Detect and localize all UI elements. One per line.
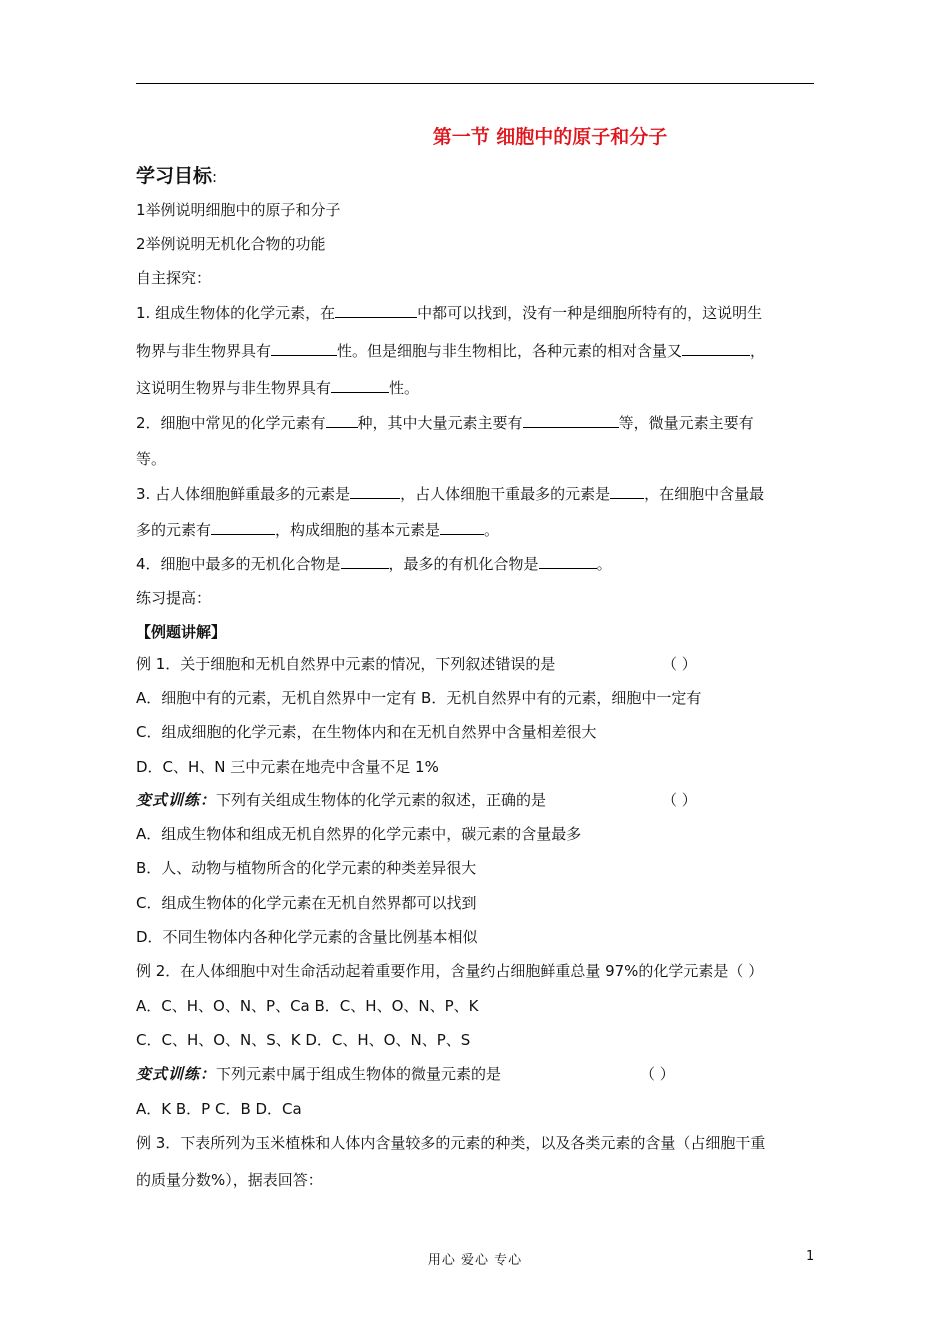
objectives-heading-text: 学习目标	[136, 165, 213, 187]
variant-1-option-d: D．不同生物体内各种化学元素的含量比例基本相似	[136, 928, 478, 946]
question-3-line-2: 多的元素有 ，构成细胞的基本元素是 。	[136, 521, 500, 539]
answer-blank[interactable]	[523, 412, 619, 428]
footer-motto: 用心 爱心 专心	[427, 1253, 523, 1268]
page-number: 1	[806, 1249, 815, 1264]
question-1-line-2: 物界与非生物界具有 性。但是细胞与非生物相比，各种元素的相对含量又 ，	[136, 342, 766, 360]
question-2-line-1: 2．细胞中常见的化学元素有 种，其中大量元素主要有 等，微量元素主要有	[136, 414, 754, 432]
variant-2-options: A．K B．P C．B D．Ca	[136, 1100, 302, 1118]
variant-1-option-c: C．组成生物体的化学元素在无机自然界都可以找到	[136, 894, 477, 912]
variant-1-stem: 变式训练：下列有关组成生物体的化学元素的叙述，正确的是	[136, 791, 547, 809]
answer-paren[interactable]: （ ）	[662, 791, 697, 809]
answer-blank[interactable]	[610, 483, 644, 499]
page-title: 第一节 细胞中的原子和分子	[432, 126, 668, 148]
self-study-label: 自主探究：	[136, 269, 212, 287]
question-3-line-1: 3. 占人体细胞鲜重最多的元素是 ，占人体细胞干重最多的元素是 ，在细胞中含量最	[136, 485, 765, 503]
answer-blank[interactable]	[440, 519, 484, 535]
objective-item-1: 1举例说明细胞中的原子和分子	[136, 201, 341, 219]
variant-1-option-b: B．人、动物与植物所含的化学元素的种类差异很大	[136, 859, 477, 877]
variant-label: 变式训练：	[136, 791, 217, 809]
answer-paren[interactable]: （ ）	[662, 655, 697, 673]
example-1-option-c: C．组成细胞的化学元素，在生物体内和在无机自然界中含量相差很大	[136, 723, 597, 741]
objective-item-2: 2举例说明无机化合物的功能	[136, 235, 326, 253]
example-1-option-ab: A．细胞中有的元素，无机自然界中一定有 B．无机自然界中有的元素，细胞中一定有	[136, 689, 702, 707]
section-heading-examples: 【例题讲解】	[136, 623, 227, 641]
question-1-line-1: 1. 组成生物体的化学元素，在 中都可以找到，没有一种是细胞所特有的，这说明生	[136, 304, 763, 322]
answer-paren[interactable]: （ ）	[640, 1065, 675, 1083]
question-2-line-2: 等。	[136, 450, 167, 468]
question-1-line-3: 这说明生物界与非生物界具有 性。	[136, 379, 420, 397]
answer-blank[interactable]	[682, 340, 750, 356]
header-rule	[136, 83, 814, 84]
example-2-stem: 例 2．在人体细胞中对生命活动起着重要作用，含量约占细胞鲜重总量 97%的化学元素是（ ）	[136, 962, 764, 980]
variant-2-stem: 变式训练：下列元素中属于组成生物体的微量元素的是	[136, 1065, 502, 1083]
example-3-line-1: 例 3．下表所列为玉米植株和人体内含量较多的元素的种类，以及各类元素的含量（占细胞干重	[136, 1134, 766, 1152]
objectives-heading	[136, 161, 217, 188]
answer-blank[interactable]	[331, 377, 389, 393]
example-2-option-ab: A．C、H、O、N、P、Ca B．C、H、O、N、P、K	[136, 997, 479, 1015]
objectives-colon: :	[212, 168, 218, 186]
variant-1-option-a: A．组成生物体和组成无机自然界的化学元素中，碳元素的含量最多	[136, 825, 582, 843]
answer-blank[interactable]	[341, 553, 389, 569]
answer-blank[interactable]	[211, 519, 275, 535]
answer-blank[interactable]	[335, 302, 417, 318]
example-1-stem: 例 1．关于细胞和无机自然界中元素的情况，下列叙述错误的是	[136, 655, 556, 673]
answer-blank[interactable]	[350, 483, 400, 499]
answer-blank[interactable]	[271, 340, 337, 356]
variant-label: 变式训练：	[136, 1065, 217, 1083]
question-4-line: 4．细胞中最多的无机化合物是 ，最多的有机化合物是 。	[136, 555, 612, 573]
example-2-option-cd: C．C、H、O、N、S、K D．C、H、O、N、P、S	[136, 1031, 471, 1049]
example-3-line-2: 的质量分数%），据表回答：	[136, 1171, 323, 1189]
example-1-option-d: D．C、H、N 三中元素在地壳中含量不足 1%	[136, 758, 439, 776]
practice-label: 练习提高：	[136, 589, 212, 607]
answer-blank[interactable]	[539, 553, 597, 569]
answer-blank[interactable]	[326, 412, 358, 428]
